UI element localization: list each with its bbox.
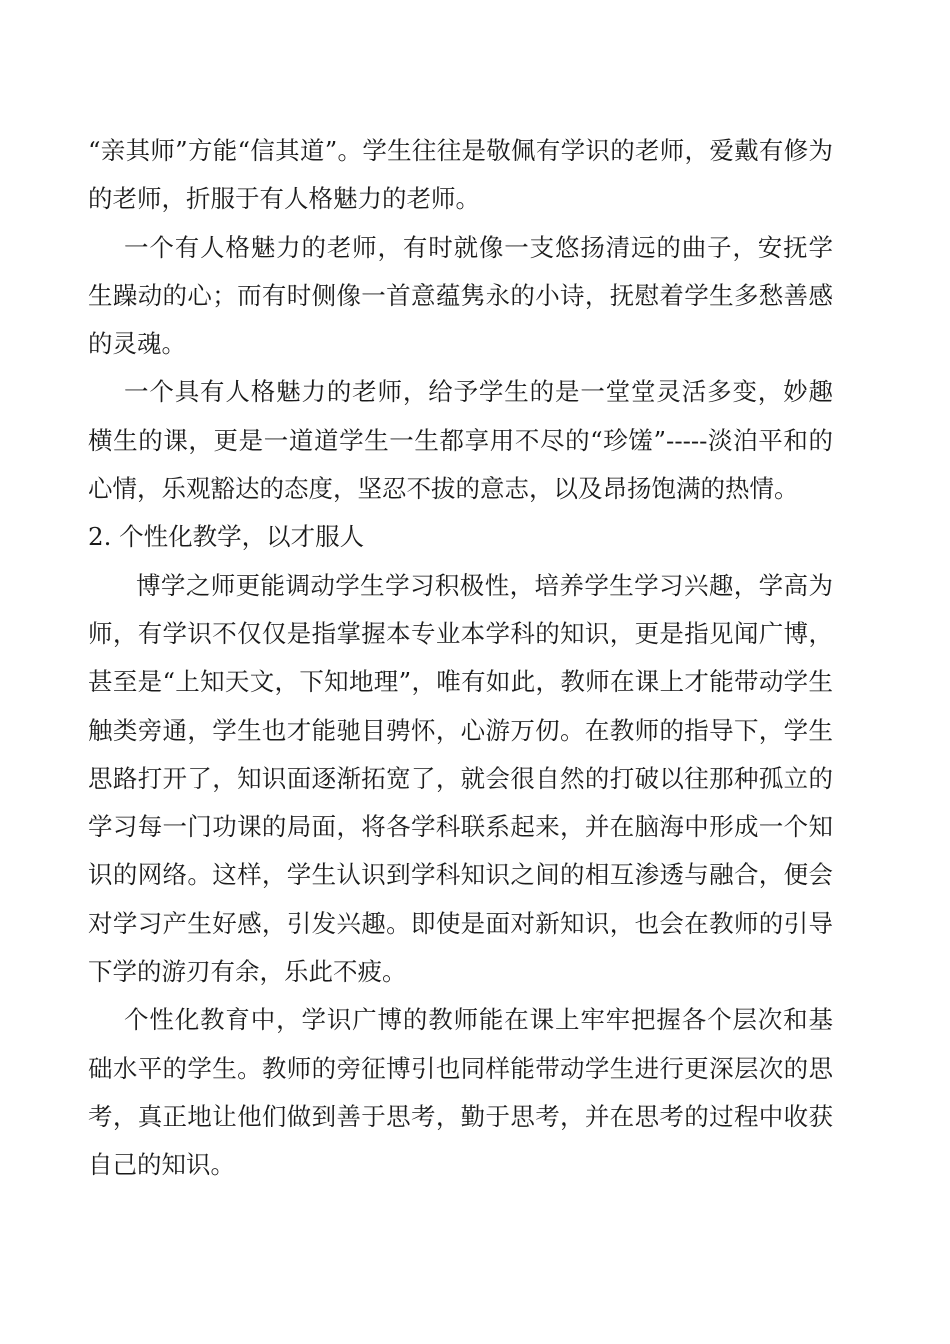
document-body [88,127,833,1190]
paragraph-personalized-education: 个性化教育中，学识广博的教师能在课上牢牢把握各个层次和基础水平的学生。教师的旁征博引也同样能带动学生进行更深层次的思考，真正地让他们做到善于思考，勤于思考，并在思考的过程中收获自己的知识。 [88,1005,833,1180]
paragraph-erudite-teacher: 博学之师更能调动学生学习积极性，培养学生学习兴趣，学高为师，有学识不仅仅是指掌握本专业本学科的知识，更是指见闻广博，甚至是“上知天文，下知地理”，唯有如此，教师在课上才能带动学生触类旁通，学生也才能驰目骋怀，心游万仞。在教师的指导下，学生思路打开了，知识面逐渐拓宽了，就会很自然的打破以往那种孤立的学习每一门功课的局面，将各学科联系起来，并在脑海中形成一个知识的网络。这样，学生认识到学科知识之间的相互渗透与融合，便会对学习产生好感，引发兴趣。即使是面对新知识，也会在教师的引导下学的游刃有余，乐此不疲。 [88,570,833,987]
paragraph-personality-charm: 一个有人格魅力的老师，有时就像一支悠扬清远的曲子，安抚学生躁动的心；而有时侧像一首意蕴隽永的小诗，抚慰着学生多愁善感的灵魂。 [88,232,833,359]
paragraph-qin-qi-shi: “亲其师”方能“信其道”。学生往往是敬佩有学识的老师，爱戴有修为的老师，折服于有人格魅力的老师。 [88,136,833,214]
section-heading: 2. 个性化教学，以才服人 [88,522,365,552]
paragraph-charming-teacher-gifts: 一个具有人格魅力的老师，给予学生的是一堂堂灵活多变，妙趣横生的课，更是一道道学生一生都享用不尽的“珍馐”-----淡泊平和的心情，乐观豁达的态度，坚忍不拔的意志，以及昂扬饱满的热情。 [88,377,833,504]
